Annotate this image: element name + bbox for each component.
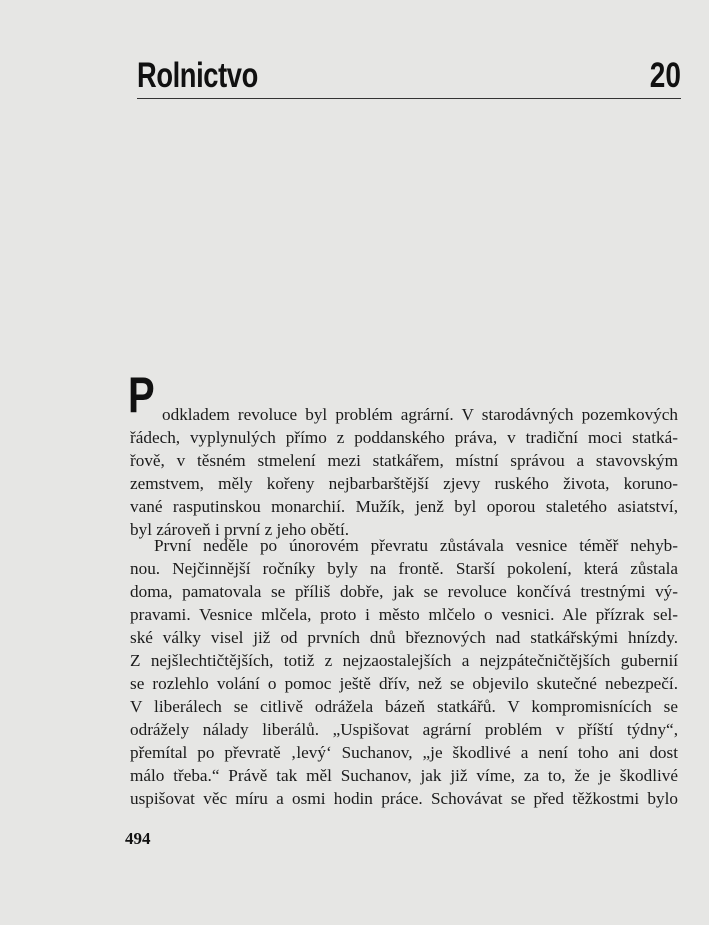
text-line: řově, v těsném stmelení mezi statkářem, místní správou a stavovským — [130, 451, 678, 470]
text-line: odrážely nálady liberálů. „Uspišovat agrární problém v příští týdny“, — [130, 720, 678, 739]
text-line: se rozlehlo volání o pomoc ještě dřív, než se objevilo skutečné nebezpečí. — [130, 674, 678, 693]
paragraph-1 — [130, 403, 678, 541]
header-rule — [137, 98, 681, 99]
text-line: pravami. Vesnice mlčela, proto i město mlčelo o vesnici. Ale přízrak sel- — [130, 605, 678, 624]
chapter-title: Rolnictvo — [137, 56, 258, 95]
paragraph-2 — [130, 534, 678, 810]
text-line: Z nejšlechtičtějších, totiž z nejzaostalejších a nejzpátečničtějších gubernií — [130, 651, 678, 670]
text-line: vané rasputinskou monarchií. Mužík, jenž byl oporou staletého asiatství, — [130, 497, 678, 516]
text-line: odkladem revoluce byl problém agrární. V starodávných pozemkových — [162, 405, 678, 424]
text-line: řádech, vyplynulých přímo z poddanského práva, v tradiční moci statká- — [130, 428, 678, 447]
text-line: přemítal po převratě ‚levý‘ Suchanov, „je škodlivé a není toho ani dost — [130, 743, 678, 762]
text-line: ské války visel již od prvních dnů březnových nad statkářskými hnízdy. — [130, 628, 678, 647]
text-line: zemstvem, měly kořeny nejbarbarštější zjevy ruského života, koruno- — [130, 474, 678, 493]
drop-cap: P — [128, 367, 155, 423]
text-line: V liberálech se citlivě odrážela bázeň statkářů. V kompromisnících se — [130, 697, 678, 716]
text-line: byl zároveň i první z jeho obětí. — [130, 520, 350, 539]
text-line: nou. Nejčinnější ročníky byly na frontě. Starší pokolení, která zůstala — [130, 559, 678, 578]
text-line: doma, pamatovala se příliš dobře, jak se revoluce končívá trestnými vý- — [130, 582, 678, 601]
text-line: málo třeba.“ Právě tak měl Suchanov, jak již víme, za to, že je škodlivé — [130, 766, 678, 785]
page-number: 494 — [125, 829, 151, 848]
text-line: uspišovat věc míru a osmi hodin práce. Schovávat se před těžkostmi bylo — [130, 789, 678, 808]
text-line: První neděle po únorovém převratu zůstávala vesnice téměř nehyb- — [154, 536, 678, 555]
chapter-number: 20 — [649, 56, 681, 95]
